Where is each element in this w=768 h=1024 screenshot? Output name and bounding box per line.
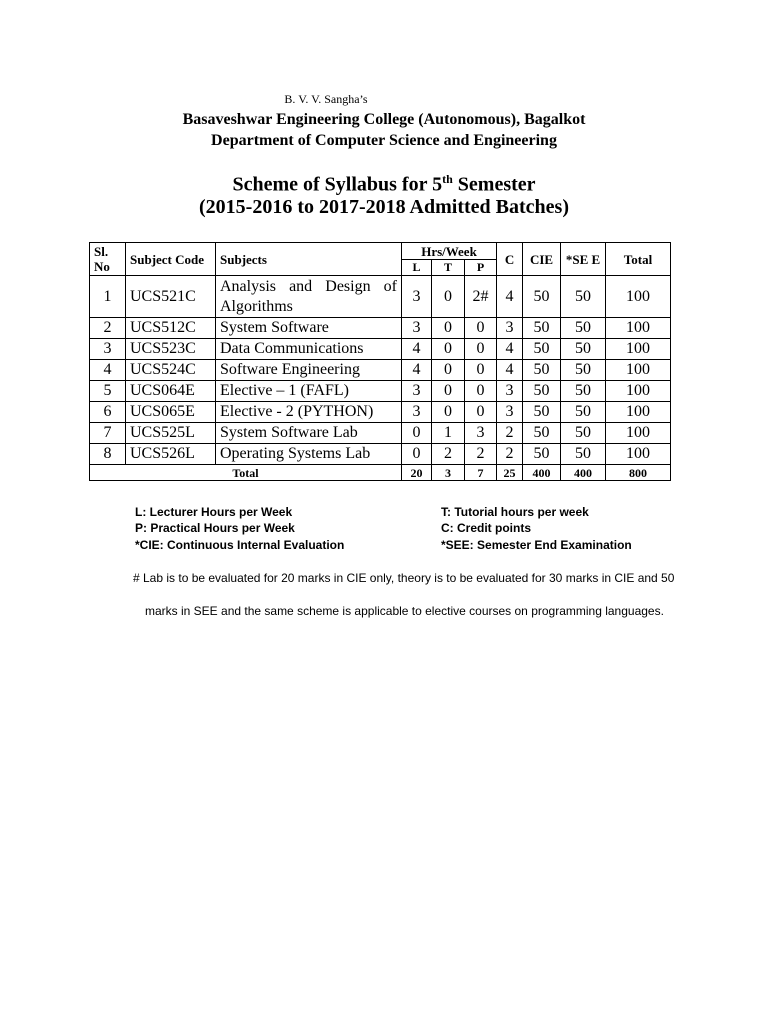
table-row: [90, 339, 671, 360]
cell-see: 50: [561, 339, 606, 360]
cell-t: 0: [432, 339, 465, 360]
scheme-title: [0, 172, 768, 197]
cell-see: 50: [561, 276, 606, 318]
cell-cie: 50: [523, 402, 561, 423]
header-code: Subject Code: [126, 243, 216, 276]
cell-t: 0: [432, 276, 465, 318]
cell-cie: 50: [523, 318, 561, 339]
cell-total: 100: [606, 402, 671, 423]
header-total: Total: [606, 243, 671, 276]
table-row: [90, 276, 671, 318]
total-l: 20: [402, 465, 432, 481]
cell-c: 3: [497, 318, 523, 339]
cell-p: 0: [465, 381, 497, 402]
cell-c: 3: [497, 381, 523, 402]
cell-see: 50: [561, 444, 606, 465]
cell-subject: Data Communications: [216, 339, 402, 360]
cell-p: 0: [465, 402, 497, 423]
cell-sl: 3: [90, 339, 126, 360]
total-see: 400: [561, 465, 606, 481]
cell-code: UCS512C: [126, 318, 216, 339]
cell-t: 0: [432, 318, 465, 339]
legend-l: L: Lecturer Hours per Week: [135, 505, 293, 519]
cell-total: 100: [606, 381, 671, 402]
cell-cie: 50: [523, 423, 561, 444]
totals-label: Total: [90, 465, 402, 481]
legend-p: P: Practical Hours per Week: [135, 521, 295, 535]
header-see: *SE E: [561, 243, 606, 276]
cell-subject: Operating Systems Lab: [216, 444, 402, 465]
legend-see: *SEE: Semester End Examination: [441, 538, 632, 552]
cell-c: 2: [497, 423, 523, 444]
cell-subject: System Software: [216, 318, 402, 339]
totals-row: [90, 465, 671, 481]
cell-c: 4: [497, 339, 523, 360]
table-row: [90, 402, 671, 423]
cell-cie: 50: [523, 381, 561, 402]
header-p: P: [465, 260, 497, 276]
cell-l: 4: [402, 360, 432, 381]
cell-see: 50: [561, 360, 606, 381]
header-t: T: [432, 260, 465, 276]
table-row: [90, 381, 671, 402]
cell-t: 1: [432, 423, 465, 444]
cell-l: 3: [402, 276, 432, 318]
cell-c: 4: [497, 360, 523, 381]
cell-c: 2: [497, 444, 523, 465]
cell-total: 100: [606, 423, 671, 444]
table-row: [90, 360, 671, 381]
header-hrs-week: Hrs/Week: [402, 243, 497, 260]
legend-t: T: Tutorial hours per week: [441, 505, 589, 519]
cell-cie: 50: [523, 339, 561, 360]
total-cie: 400: [523, 465, 561, 481]
cell-code: UCS526L: [126, 444, 216, 465]
total-c: 25: [497, 465, 523, 481]
cell-subject: Elective - 2 (PYTHON): [216, 402, 402, 423]
sangha-name: B. V. V. Sangha’s: [284, 92, 368, 106]
table-row: [90, 423, 671, 444]
legend-c: C: Credit points: [441, 521, 531, 535]
syllabus-table: [89, 242, 671, 481]
note-line-2: marks in SEE and the same scheme is applicable to elective courses on programming languages.: [145, 604, 664, 618]
cell-total: 100: [606, 339, 671, 360]
cell-c: 3: [497, 402, 523, 423]
cell-t: 0: [432, 381, 465, 402]
cell-code: UCS521C: [126, 276, 216, 318]
cell-sl: 2: [90, 318, 126, 339]
cell-subject: Software Engineering: [216, 360, 402, 381]
cell-cie: 50: [523, 360, 561, 381]
cell-cie: 50: [523, 276, 561, 318]
header-subjects: Subjects: [216, 243, 402, 276]
cell-subject: Elective – 1 (FAFL): [216, 381, 402, 402]
cell-p: 3: [465, 423, 497, 444]
batches-title: (2015-2016 to 2017-2018 Admitted Batches): [199, 196, 569, 218]
cell-t: 0: [432, 402, 465, 423]
cell-l: 3: [402, 402, 432, 423]
cell-see: 50: [561, 402, 606, 423]
cell-t: 2: [432, 444, 465, 465]
header-sl: Sl. No: [90, 243, 126, 276]
table-row: [90, 318, 671, 339]
department-name: Department of Computer Science and Engineering: [211, 132, 557, 149]
cell-sl: 7: [90, 423, 126, 444]
cell-p: 0: [465, 318, 497, 339]
scheme-title-post: Semester: [452, 173, 536, 196]
cell-sl: 6: [90, 402, 126, 423]
cell-sl: 1: [90, 276, 126, 318]
cell-code: UCS064E: [126, 381, 216, 402]
cell-sl: 4: [90, 360, 126, 381]
cell-subject: System Software Lab: [216, 423, 402, 444]
legend-cie: *CIE: Continuous Internal Evaluation: [135, 538, 345, 552]
cell-see: 50: [561, 318, 606, 339]
cell-total: 100: [606, 276, 671, 318]
cell-total: 100: [606, 318, 671, 339]
cell-l: 3: [402, 318, 432, 339]
cell-code: UCS523C: [126, 339, 216, 360]
cell-l: 0: [402, 423, 432, 444]
cell-l: 0: [402, 444, 432, 465]
cell-code: UCS525L: [126, 423, 216, 444]
scheme-title-pre: Scheme of Syllabus for 5: [232, 173, 443, 196]
header-l: L: [402, 260, 432, 276]
cell-total: 100: [606, 360, 671, 381]
cell-p: 0: [465, 360, 497, 381]
cell-code: UCS524C: [126, 360, 216, 381]
scheme-title-sup: th: [442, 172, 453, 186]
cell-subject: Analysis and Design of Algorithms: [216, 276, 402, 318]
total-t: 3: [432, 465, 465, 481]
cell-sl: 5: [90, 381, 126, 402]
cell-l: 3: [402, 381, 432, 402]
total-total: 800: [606, 465, 671, 481]
total-p: 7: [465, 465, 497, 481]
cell-cie: 50: [523, 444, 561, 465]
cell-p: 2#: [465, 276, 497, 318]
cell-p: 2: [465, 444, 497, 465]
cell-l: 4: [402, 339, 432, 360]
cell-sl: 8: [90, 444, 126, 465]
cell-code: UCS065E: [126, 402, 216, 423]
cell-p: 0: [465, 339, 497, 360]
cell-see: 50: [561, 381, 606, 402]
college-name: Basaveshwar Engineering College (Autonomous), Bagalkot: [182, 111, 586, 128]
header-cie: CIE: [523, 243, 561, 276]
cell-t: 0: [432, 360, 465, 381]
header-c: C: [497, 243, 523, 276]
note-line-1: # Lab is to be evaluated for 20 marks in CIE only, theory is to be evaluated for 30 marks in CIE and 50: [133, 571, 675, 585]
cell-total: 100: [606, 444, 671, 465]
cell-see: 50: [561, 423, 606, 444]
table-row: [90, 444, 671, 465]
cell-c: 4: [497, 276, 523, 318]
